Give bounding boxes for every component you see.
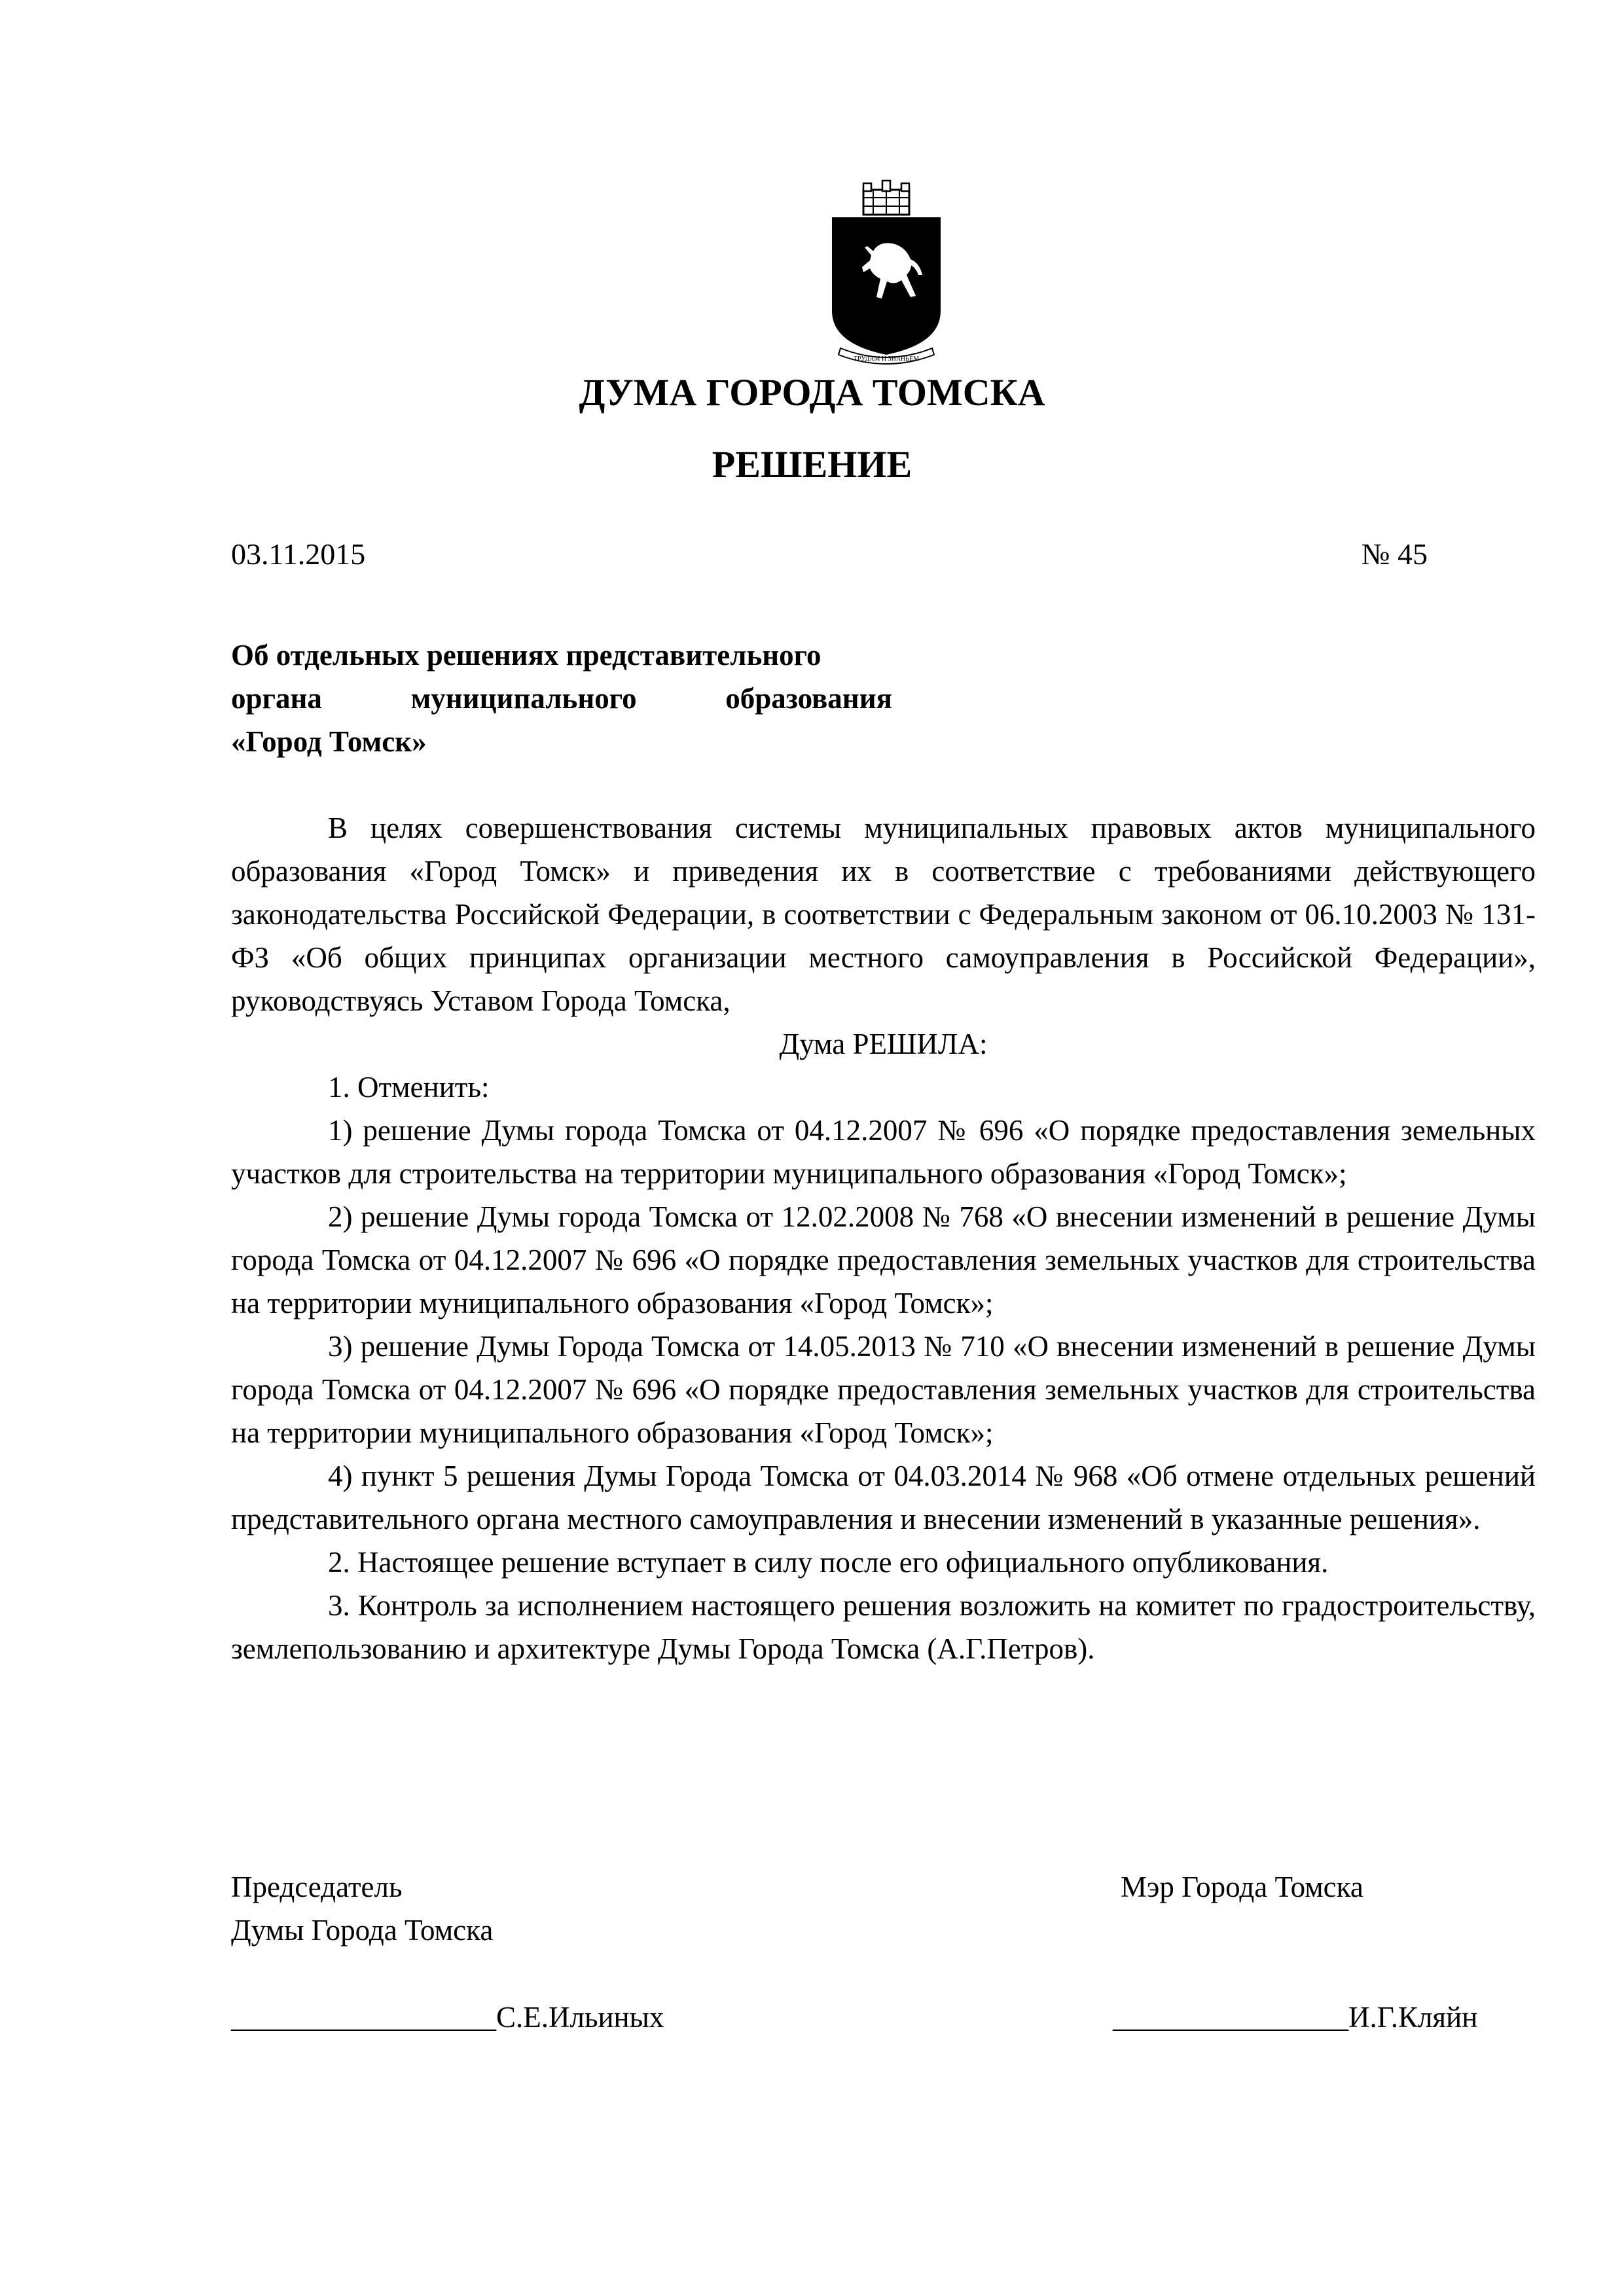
document-subject — [231, 634, 892, 763]
mayor-title: Мэр Города Томска — [1121, 1871, 1363, 1903]
document-number: № 45 — [1361, 537, 1428, 571]
document-body — [231, 806, 1536, 1670]
subject-line: «Город Томск» — [231, 725, 427, 758]
item-1-3: 3) решение Думы Города Томска от 14.05.2013 № 710 «О внесении изменений в решение Думы города Томска от 04.12.2007 № 696 «О порядке предоставления земельных участков для строительства на территории муниципального образования «Город Томск»; — [231, 1330, 1536, 1449]
chairman-signature: __________________С.Е.Ильиных — [231, 2001, 664, 2034]
organization-name: ДУМА ГОРОДА ТОМСКА — [579, 371, 1045, 414]
coat-of-arms-emblem — [824, 177, 948, 373]
crest-motto: ТРУДАМ И ЗНАНЬЕМ — [853, 355, 920, 363]
item-2: 2. Настоящее решение вступает в силу после его официального опубликования. — [328, 1546, 1329, 1579]
item-1-1: 1) решение Думы города Томска от 04.12.2007 № 696 «О порядке предоставления земельных участков для строительства на территории муниципального образования «Город Томск»; — [231, 1114, 1536, 1190]
item-1-2: 2) решение Думы города Томска от 12.02.2008 № 768 «О внесении изменений в решение Думы города Томска от 04.12.2007 № 696 «О порядке предоставления земельных участков для строительства на территории муниципального образования «Город Томск»; — [231, 1200, 1536, 1319]
resolved-heading: Дума РЕШИЛА: — [779, 1028, 988, 1060]
item-1: 1. Отменить: — [328, 1071, 490, 1103]
item-1-4: 4) пункт 5 решения Думы Города Томска от 04.03.2014 № 968 «Об отмене отдельных решений представительного органа местного самоуправления и внесении изменений в указанные решения». — [231, 1460, 1536, 1535]
item-3: 3. Контроль за исполнением настоящего решения возложить на комитет по градостроительству, землепользованию и архитектуре Думы Города Томска (А.Г.Петров). — [231, 1589, 1536, 1665]
chairman-title-line2: Думы Города Томска — [231, 1914, 494, 1946]
subject-line: Об отдельных решениях представительного — [231, 639, 821, 672]
subject-line: органа муниципального образования — [231, 682, 892, 715]
crown-icon — [863, 181, 909, 215]
document-date: 03.11.2015 — [231, 537, 366, 571]
preamble-paragraph: В целях совершенствования системы муниципальных правовых актов муниципального образования «Город Томск» и приведения их в соответствие с требованиями действующего законодательства Российской Федерации, в соответствии с Федеральным законом от 06.10.2003 № 131-ФЗ «Об общих принципах организации местного самоуправления в Российской Федерации», руководствуясь Уставом Города Томска, — [231, 812, 1536, 1017]
mayor-signature: ________________И.Г.Кляйн — [1113, 2001, 1478, 2034]
document-type: РЕШЕНИЕ — [712, 443, 912, 486]
chairman-title: Председатель — [231, 1871, 403, 1903]
